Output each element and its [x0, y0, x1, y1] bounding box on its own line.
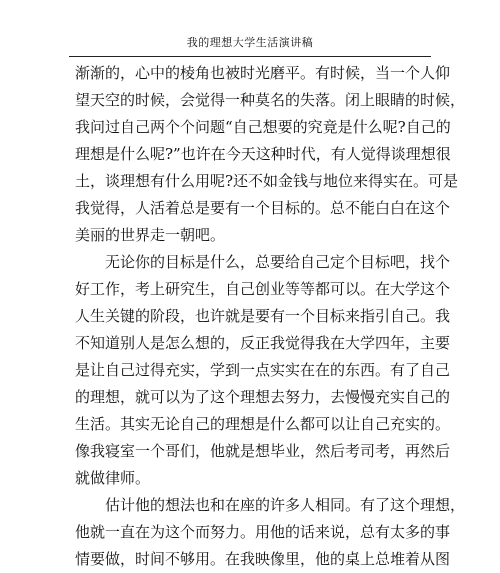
text-line: 无论你的目标是什么，总要给自己定个目标吧，找个 — [75, 253, 451, 271]
text-line: 的理想，就可以为了这个理想去努力，去慢慢充实自己的 — [75, 388, 451, 406]
text-line: 情要做，时间不够用。在我映像里，他的桌上总堆着从图 — [75, 550, 451, 568]
header-rule — [69, 56, 431, 57]
text-line: 理想是什么呢?”也许在今天这种时代，有人觉得谈理想很 — [75, 145, 451, 163]
text-line: 估计他的想法也和在座的许多人相同。有了这个理想， — [75, 496, 466, 514]
text-line: 他就一直在为这个而努力。用他的话来说，总有太多的事 — [75, 523, 451, 541]
text-line: 渐渐的，心中的棱角也被时光磨平。有时候，当一个人仰 — [75, 64, 451, 82]
text-line: 我觉得，人活着总是要有一个目标的。总不能白白在这个 — [75, 199, 451, 217]
text-line: 像我寝室一个哥们，他就是想毕业，然后考司考，再然后 — [75, 442, 451, 460]
text-line: 生活。其实无论自己的理想是什么都可以让自己充实的。 — [75, 415, 451, 433]
document-body — [75, 60, 466, 573]
text-line: 是让自己过得充实，学到一点实实在在的东西。有了自己 — [75, 361, 451, 379]
text-line: 美丽的世界走一朝吧。 — [75, 226, 226, 244]
text-line: 就做律师。 — [75, 469, 151, 487]
text-line: 土，谈理想有什么用呢?还不如金钱与地位来得实在。可是 — [75, 172, 459, 190]
text-line: 人生关键的阶段，也许就是要有一个目标来指引自己。我 — [75, 307, 451, 325]
text-line: 不知道别人是怎么想的，反正我觉得我在大学四年，主要 — [75, 334, 451, 352]
text-line: 我问过自己两个个问题“自己想要的究竟是什么呢?自己的 — [75, 118, 451, 136]
text-line: 好工作，考上研究生，自己创业等等都可以。在大学这个 — [75, 280, 451, 298]
page-header: 我的理想大学生活演讲稿 — [186, 36, 314, 49]
text-line: 望天空的时候，会觉得一种莫名的失落。闭上眼睛的时候， — [75, 91, 466, 109]
